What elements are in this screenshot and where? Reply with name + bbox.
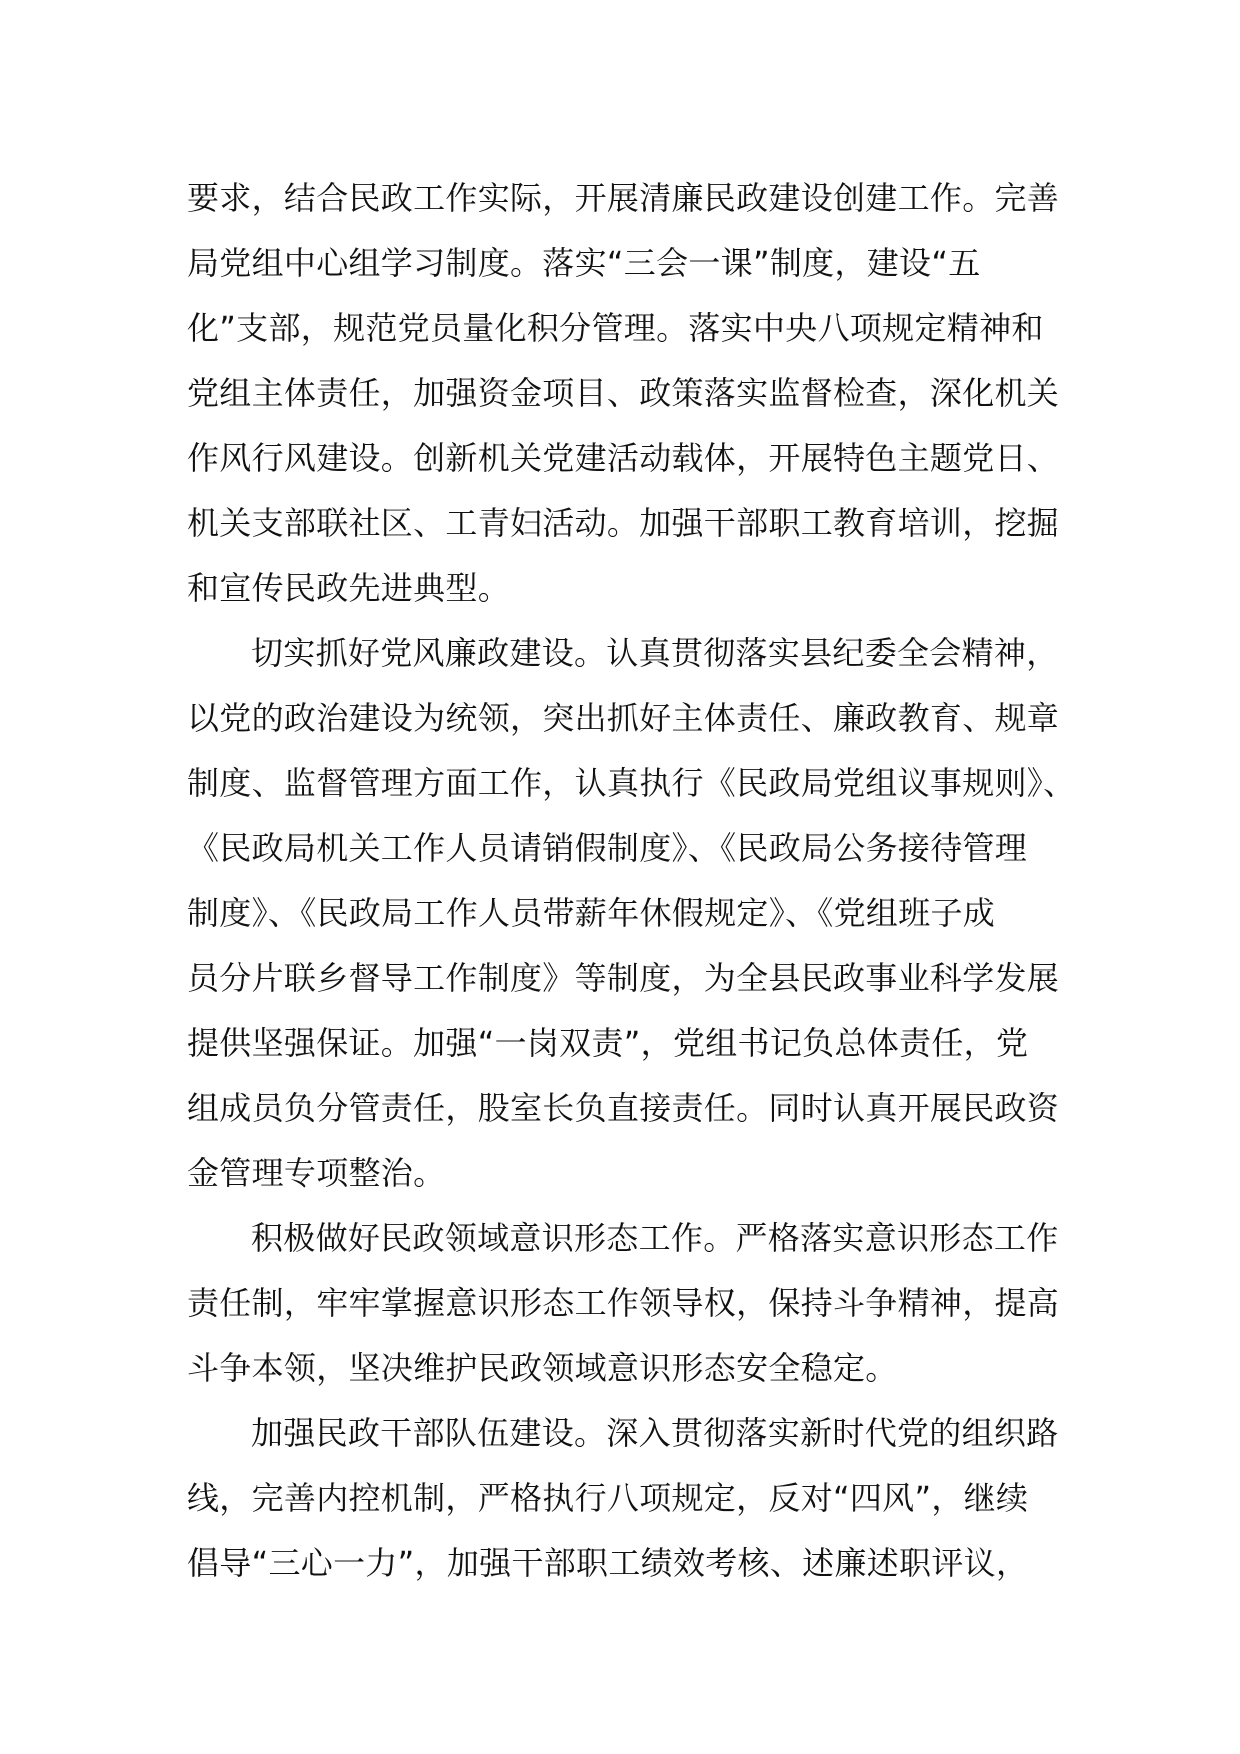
text-line: 和宣传民政先进典型。 xyxy=(187,569,511,607)
text-line: 机关支部联社区、工青妇活动。加强干部职工教育培训，挖掘 xyxy=(187,504,1060,542)
text-line: 《民政局机关工作人员请销假制度》、《民政局公务接待管理 xyxy=(187,829,1028,867)
text-line: 员分片联乡督导工作制度》等制度，为全县民政事业科学发展 xyxy=(187,959,1060,997)
paragraph-3 xyxy=(187,1206,1087,1401)
document-body xyxy=(187,166,1087,1596)
text-line: 倡导“三心一力”，加强干部职工绩效考核、述廉述职评议， xyxy=(187,1544,1029,1582)
text-line: 制度》、《民政局工作人员带薪年休假规定》、《党组班子成 xyxy=(187,894,996,932)
text-line: 切实抓好党风廉政建设。认真贯彻落实县纪委全会精神， xyxy=(251,634,1059,672)
text-line: 金管理专项整治。 xyxy=(187,1154,446,1192)
text-line: 以党的政治建设为统领，突出抓好主体责任、廉政教育、规章 xyxy=(187,699,1060,737)
text-line: 党组主体责任，加强资金项目、政策落实监督检查，深化机关 xyxy=(187,374,1060,412)
text-line: 制度、监督管理方面工作，认真执行《民政局党组议事规则》、 xyxy=(187,764,1076,802)
text-line: 提供坚强保证。加强“一岗双责”，党组书记负总体责任，党 xyxy=(187,1024,1029,1062)
paragraph-2 xyxy=(187,621,1087,1206)
text-line: 化”支部，规范党员量化积分管理。落实中央八项规定精神和 xyxy=(187,309,1044,347)
text-line: 线，完善内控机制，严格执行八项规定，反对“四风”，继续 xyxy=(187,1479,1029,1517)
paragraph-4 xyxy=(187,1401,1087,1596)
text-line: 责任制，牢牢掌握意识形态工作领导权，保持斗争精神，提高 xyxy=(187,1284,1060,1322)
text-line: 积极做好民政领域意识形态工作。严格落实意识形态工作 xyxy=(251,1219,1059,1257)
text-line: 加强民政干部队伍建设。深入贯彻落实新时代党的组织路 xyxy=(251,1414,1059,1452)
text-line: 局党组中心组学习制度。落实“三会一课”制度，建设“五 xyxy=(187,244,981,282)
text-line: 斗争本领，坚决维护民政领域意识形态安全稳定。 xyxy=(187,1349,898,1387)
text-line: 作风行风建设。创新机关党建活动载体，开展特色主题党日、 xyxy=(187,439,1060,477)
text-line: 要求，结合民政工作实际，开展清廉民政建设创建工作。完善 xyxy=(187,179,1060,217)
paragraph-1 xyxy=(187,166,1087,621)
text-line: 组成员负分管责任，股室长负直接责任。同时认真开展民政资 xyxy=(187,1089,1060,1127)
